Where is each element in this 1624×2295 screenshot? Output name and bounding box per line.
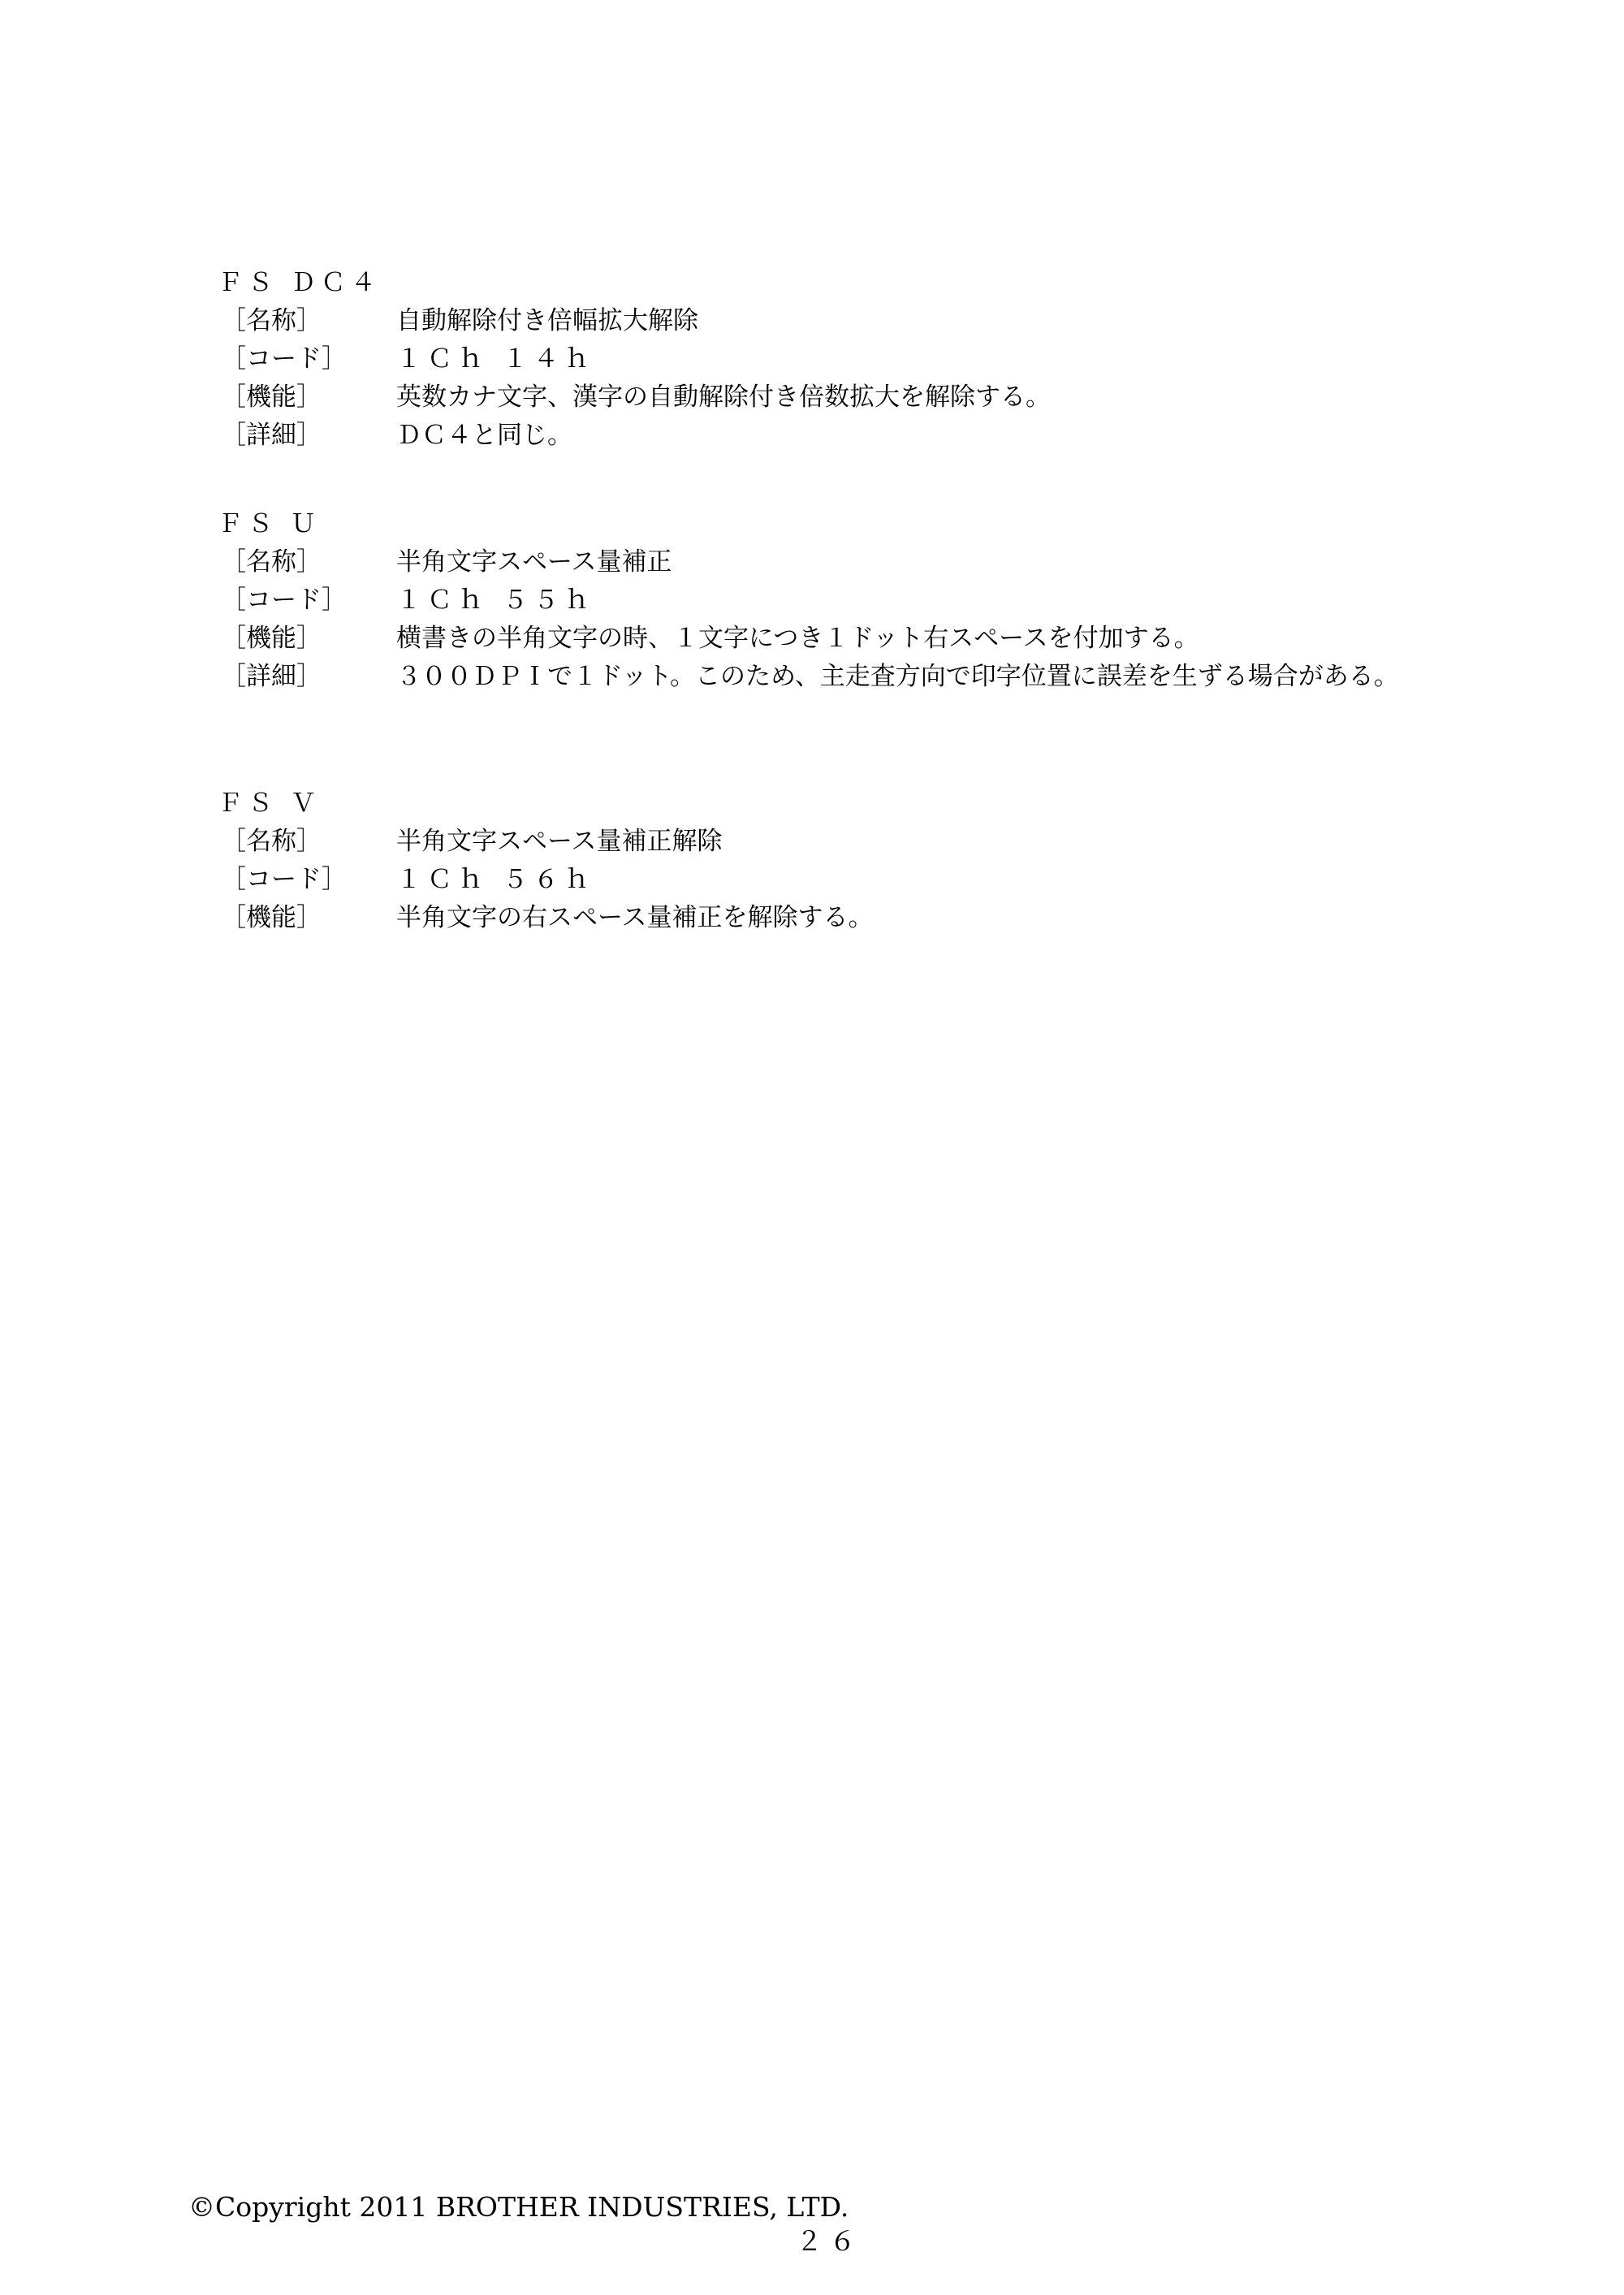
section-title: ＦＳ Ｖ xyxy=(218,789,321,818)
name-label: ［名称］ xyxy=(221,547,322,577)
footer-copyright: ©Copyright 2011 BROTHER INDUSTRIES, LTD. xyxy=(188,2191,849,2223)
code-label: ［コード］ xyxy=(221,344,347,374)
page-number: ２６ xyxy=(796,2225,862,2257)
code-label: ［コード］ xyxy=(221,865,347,894)
name-value: 自動解除付き倍幅拡大解除 xyxy=(396,306,698,335)
function-label: ［機能］ xyxy=(221,382,322,412)
code-value: １Ｃｈ ５６ｈ xyxy=(396,865,595,894)
code-row xyxy=(218,581,1484,620)
function-row xyxy=(218,378,1484,417)
name-label: ［名称］ xyxy=(221,306,322,335)
code-row xyxy=(218,861,1484,899)
code-row xyxy=(218,340,1484,378)
name-value: 半角文字スペース量補正 xyxy=(396,547,672,577)
function-value: 半角文字の右スペース量補正を解除する。 xyxy=(396,903,874,932)
name-row xyxy=(218,823,1484,861)
section-title: ＦＳ ＤＣ４ xyxy=(218,268,381,297)
name-value: 半角文字スペース量補正解除 xyxy=(396,827,723,856)
name-row xyxy=(218,302,1484,340)
detail-value: ３００ＤＰＩで１ドット。このため、主走査方向で印字位置に誤差を生ずる場合がある。 xyxy=(396,662,1399,691)
function-label: ［機能］ xyxy=(221,624,322,653)
function-row xyxy=(218,620,1484,658)
function-row xyxy=(218,899,1484,937)
detail-row xyxy=(218,658,1484,734)
name-row xyxy=(218,543,1484,581)
detail-label: ［詳細］ xyxy=(221,662,322,691)
function-value: 横書きの半角文字の時、１文字につき１ドット右スペースを付加する。 xyxy=(396,624,1199,653)
detail-row xyxy=(218,417,1484,455)
code-value: １Ｃｈ ５５ｈ xyxy=(396,586,595,615)
detail-label: ［詳細］ xyxy=(221,421,322,450)
code-value: １Ｃｈ １４ｈ xyxy=(396,344,595,374)
name-label: ［名称］ xyxy=(221,827,322,856)
function-value: 英数カナ文字、漢字の自動解除付き倍数拡大を解除する。 xyxy=(396,382,1051,412)
detail-value: ＤＣ４と同じ。 xyxy=(396,421,572,450)
function-label: ［機能］ xyxy=(221,903,322,932)
section-title: ＦＳ Ｕ xyxy=(218,509,321,538)
code-label: ［コード］ xyxy=(221,586,347,615)
